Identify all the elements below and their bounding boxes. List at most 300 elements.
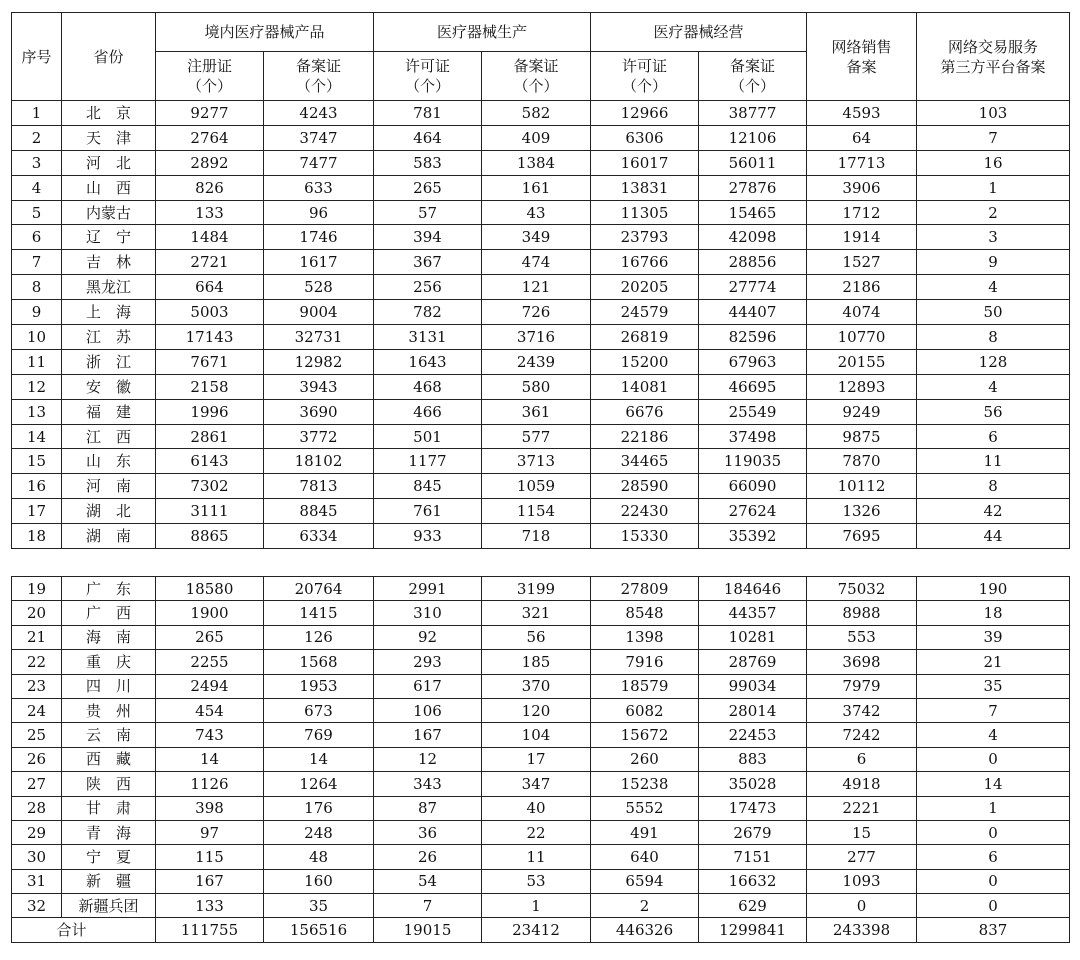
cell-operation-filing: 42098 [699,225,807,250]
cell-platform-filing: 7 [917,125,1070,150]
header-online-sales-line2: 备案 [846,57,877,76]
cell-reg-cert: 664 [156,275,264,300]
cell-filing-cert: 14 [264,747,374,771]
cell-filing-cert: 1953 [264,674,374,698]
table-row [12,772,1070,796]
cell-province: 江西 [62,424,156,449]
cell-seq: 10 [12,325,62,350]
header-filing-cert-name: 备案证 [295,57,341,75]
cell-reg-cert: 454 [156,698,264,722]
cell-production-license: 1643 [374,349,482,374]
cell-filing-cert: 1617 [264,250,374,275]
cell-platform-filing: 1 [917,796,1070,820]
header-production-license-unit: （个） [404,77,450,95]
cell-production-license: 343 [374,772,482,796]
cell-operation-filing: 28014 [699,698,807,722]
header-province: 省份 [62,13,156,101]
cell-platform-filing: 190 [917,577,1070,601]
header-reg-cert-unit: （个） [186,77,232,95]
cell-operation-license: 23793 [591,225,699,250]
cell-province: 山西 [62,175,156,200]
cell-reg-cert: 2158 [156,374,264,399]
cell-online-sales: 4918 [807,772,917,796]
cell-seq: 14 [12,424,62,449]
cell-filing-cert: 176 [264,796,374,820]
cell-province: 西藏 [62,747,156,771]
cell-operation-filing: 184646 [699,577,807,601]
cell-platform-filing: 103 [917,101,1070,126]
cell-platform-filing: 6 [917,845,1070,869]
header-seq: 序号 [12,13,62,101]
cell-production-license: 87 [374,796,482,820]
cell-province: 新疆兵团 [62,894,156,918]
cell-filing-cert: 7813 [264,474,374,499]
table-row [12,424,1070,449]
cell-province: 辽宁 [62,225,156,250]
cell-production-license: 781 [374,101,482,126]
cell-operation-filing: 25549 [699,399,807,424]
cell-operation-filing: 28856 [699,250,807,275]
cell-platform-filing: 35 [917,674,1070,698]
cell-reg-cert: 6143 [156,449,264,474]
cell-filing-cert: 8845 [264,499,374,524]
cell-reg-cert: 1126 [156,772,264,796]
total-value: 19015 [374,918,482,942]
total-value: 111755 [156,918,264,942]
cell-seq: 5 [12,200,62,225]
cell-operation-license: 26819 [591,325,699,350]
table-row [12,474,1070,499]
cell-province: 新疆 [62,869,156,893]
cell-operation-license: 7916 [591,650,699,674]
cell-operation-filing: 22453 [699,723,807,747]
cell-reg-cert: 2721 [156,250,264,275]
table-row [12,698,1070,722]
cell-filing-cert: 3943 [264,374,374,399]
cell-production-filing: 1154 [482,499,591,524]
total-row [12,918,1070,942]
cell-production-filing: 3713 [482,449,591,474]
cell-seq: 16 [12,474,62,499]
table-row [12,175,1070,200]
cell-operation-license: 15672 [591,723,699,747]
table-row [12,747,1070,771]
cell-online-sales: 6 [807,747,917,771]
cell-operation-filing: 16632 [699,869,807,893]
cell-production-filing: 53 [482,869,591,893]
table-row [12,796,1070,820]
table-row [12,225,1070,250]
cell-operation-license: 16017 [591,150,699,175]
cell-online-sales: 9249 [807,399,917,424]
cell-province: 安徽 [62,374,156,399]
cell-operation-license: 15238 [591,772,699,796]
cell-online-sales: 1326 [807,499,917,524]
cell-operation-license: 20205 [591,275,699,300]
total-value: 23412 [482,918,591,942]
cell-filing-cert: 3747 [264,125,374,150]
cell-province: 宁夏 [62,845,156,869]
cell-platform-filing: 42 [917,499,1070,524]
cell-production-license: 7 [374,894,482,918]
cell-operation-license: 6594 [591,869,699,893]
cell-production-license: 265 [374,175,482,200]
cell-platform-filing: 8 [917,325,1070,350]
cell-seq: 31 [12,869,62,893]
cell-operation-filing: 7151 [699,845,807,869]
total-value: 156516 [264,918,374,942]
table-row [12,300,1070,325]
table-row [12,524,1070,549]
cell-province: 广东 [62,577,156,601]
cell-province: 上海 [62,300,156,325]
cell-platform-filing: 8 [917,474,1070,499]
cell-platform-filing: 11 [917,449,1070,474]
cell-province: 山东 [62,449,156,474]
cell-online-sales: 1914 [807,225,917,250]
cell-seq: 12 [12,374,62,399]
cell-operation-filing: 12106 [699,125,807,150]
cell-reg-cert: 17143 [156,325,264,350]
header-production-filing-name: 备案证 [513,57,559,75]
cell-platform-filing: 4 [917,723,1070,747]
header-operation-license-name: 许可证 [621,57,667,75]
cell-operation-license: 2 [591,894,699,918]
cell-filing-cert: 3690 [264,399,374,424]
cell-production-license: 57 [374,200,482,225]
cell-filing-cert: 1415 [264,601,374,625]
cell-reg-cert: 133 [156,200,264,225]
cell-production-filing: 121 [482,275,591,300]
cell-operation-filing: 46695 [699,374,807,399]
header-filing-cert [264,52,374,101]
cell-production-filing: 1 [482,894,591,918]
cell-online-sales: 1712 [807,200,917,225]
cell-production-license: 106 [374,698,482,722]
cell-platform-filing: 0 [917,869,1070,893]
cell-operation-license: 18579 [591,674,699,698]
cell-seq: 18 [12,524,62,549]
cell-production-license: 293 [374,650,482,674]
cell-operation-license: 15200 [591,349,699,374]
total-value: 837 [917,918,1070,942]
cell-online-sales: 1527 [807,250,917,275]
cell-seq: 22 [12,650,62,674]
table-row [12,674,1070,698]
table-row [12,894,1070,918]
cell-production-filing: 56 [482,625,591,649]
cell-reg-cert: 18580 [156,577,264,601]
cell-seq: 6 [12,225,62,250]
cell-operation-license: 8548 [591,601,699,625]
cell-operation-license: 34465 [591,449,699,474]
cell-seq: 24 [12,698,62,722]
cell-platform-filing: 0 [917,894,1070,918]
table-row [12,869,1070,893]
cell-operation-filing: 44357 [699,601,807,625]
table-row [12,723,1070,747]
cell-operation-filing: 44407 [699,300,807,325]
cell-online-sales: 277 [807,845,917,869]
cell-operation-license: 6306 [591,125,699,150]
cell-production-license: 933 [374,524,482,549]
cell-production-filing: 11 [482,845,591,869]
stats-table-part1 [11,12,1070,549]
table-row [12,275,1070,300]
cell-reg-cert: 2892 [156,150,264,175]
cell-production-filing: 161 [482,175,591,200]
cell-reg-cert: 7671 [156,349,264,374]
cell-operation-filing: 883 [699,747,807,771]
cell-operation-filing: 82596 [699,325,807,350]
cell-production-license: 310 [374,601,482,625]
cell-production-license: 1177 [374,449,482,474]
cell-production-license: 583 [374,150,482,175]
cell-online-sales: 3906 [807,175,917,200]
header-operation-license-unit: （个） [621,77,667,95]
cell-reg-cert: 8865 [156,524,264,549]
cell-operation-filing: 35028 [699,772,807,796]
cell-reg-cert: 1900 [156,601,264,625]
cell-province: 天津 [62,125,156,150]
cell-filing-cert: 528 [264,275,374,300]
cell-filing-cert: 3772 [264,424,374,449]
cell-province: 贵州 [62,698,156,722]
table-row [12,625,1070,649]
cell-province: 黑龙江 [62,275,156,300]
table-row [12,349,1070,374]
cell-province: 福建 [62,399,156,424]
cell-province: 云南 [62,723,156,747]
cell-operation-license: 11305 [591,200,699,225]
cell-reg-cert: 826 [156,175,264,200]
cell-seq: 27 [12,772,62,796]
cell-operation-license: 14081 [591,374,699,399]
cell-production-filing: 3716 [482,325,591,350]
cell-production-filing: 321 [482,601,591,625]
cell-online-sales: 2221 [807,796,917,820]
cell-operation-filing: 38777 [699,101,807,126]
cell-reg-cert: 167 [156,869,264,893]
cell-filing-cert: 7477 [264,150,374,175]
header-operation-license [591,52,699,101]
header-operation: 医疗器械经营 [591,13,807,52]
cell-production-filing: 409 [482,125,591,150]
cell-operation-license: 28590 [591,474,699,499]
cell-production-filing: 43 [482,200,591,225]
cell-seq: 28 [12,796,62,820]
cell-operation-license: 15330 [591,524,699,549]
cell-production-license: 367 [374,250,482,275]
cell-online-sales: 20155 [807,349,917,374]
cell-operation-license: 6676 [591,399,699,424]
cell-reg-cert: 9277 [156,101,264,126]
cell-production-filing: 726 [482,300,591,325]
cell-platform-filing: 0 [917,747,1070,771]
cell-online-sales: 10770 [807,325,917,350]
cell-platform-filing: 4 [917,275,1070,300]
table-row [12,101,1070,126]
cell-production-filing: 17 [482,747,591,771]
header-filing-cert-unit: （个） [295,77,341,95]
cell-production-filing: 40 [482,796,591,820]
cell-operation-license: 22186 [591,424,699,449]
cell-seq: 17 [12,499,62,524]
cell-production-license: 36 [374,820,482,844]
cell-operation-filing: 28769 [699,650,807,674]
cell-seq: 1 [12,101,62,126]
cell-operation-filing: 35392 [699,524,807,549]
cell-filing-cert: 1264 [264,772,374,796]
cell-province: 江苏 [62,325,156,350]
header-online-sales [807,13,917,101]
cell-filing-cert: 248 [264,820,374,844]
header-production-filing [482,52,591,101]
cell-production-filing: 347 [482,772,591,796]
table-row [12,200,1070,225]
cell-operation-license: 22430 [591,499,699,524]
cell-production-filing: 185 [482,650,591,674]
cell-reg-cert: 3111 [156,499,264,524]
cell-platform-filing: 16 [917,150,1070,175]
cell-reg-cert: 5003 [156,300,264,325]
cell-production-filing: 370 [482,674,591,698]
cell-platform-filing: 4 [917,374,1070,399]
cell-operation-filing: 27624 [699,499,807,524]
cell-province: 广西 [62,601,156,625]
cell-reg-cert: 14 [156,747,264,771]
cell-seq: 26 [12,747,62,771]
cell-online-sales: 64 [807,125,917,150]
cell-seq: 21 [12,625,62,649]
cell-production-license: 468 [374,374,482,399]
cell-filing-cert: 6334 [264,524,374,549]
cell-operation-filing: 99034 [699,674,807,698]
cell-online-sales: 1093 [807,869,917,893]
cell-online-sales: 3698 [807,650,917,674]
cell-seq: 3 [12,150,62,175]
cell-platform-filing: 18 [917,601,1070,625]
cell-production-license: 26 [374,845,482,869]
cell-filing-cert: 126 [264,625,374,649]
cell-filing-cert: 18102 [264,449,374,474]
cell-production-license: 464 [374,125,482,150]
header-platform-line1: 网络交易服务 [947,37,1038,56]
cell-province: 河北 [62,150,156,175]
cell-filing-cert: 12982 [264,349,374,374]
cell-production-license: 782 [374,300,482,325]
cell-province: 河南 [62,474,156,499]
table-row [12,449,1070,474]
table-body-bottom [12,577,1070,918]
cell-operation-filing: 27774 [699,275,807,300]
cell-online-sales: 553 [807,625,917,649]
cell-filing-cert: 9004 [264,300,374,325]
stats-table-part2 [11,576,1070,943]
cell-platform-filing: 6 [917,424,1070,449]
cell-production-license: 466 [374,399,482,424]
cell-operation-filing: 629 [699,894,807,918]
cell-province: 吉林 [62,250,156,275]
cell-seq: 32 [12,894,62,918]
cell-reg-cert: 398 [156,796,264,820]
cell-online-sales: 4593 [807,101,917,126]
cell-reg-cert: 1996 [156,399,264,424]
cell-production-license: 845 [374,474,482,499]
cell-operation-filing: 2679 [699,820,807,844]
cell-production-filing: 1384 [482,150,591,175]
cell-province: 四川 [62,674,156,698]
header-domestic-products: 境内医疗器械产品 [156,13,374,52]
header-production-license-name: 许可证 [404,57,450,75]
cell-seq: 11 [12,349,62,374]
cell-production-filing: 3199 [482,577,591,601]
cell-online-sales: 9875 [807,424,917,449]
cell-filing-cert: 1746 [264,225,374,250]
cell-filing-cert: 1568 [264,650,374,674]
cell-production-license: 167 [374,723,482,747]
cell-filing-cert: 673 [264,698,374,722]
header-platform-filing [917,13,1070,101]
cell-operation-license: 5552 [591,796,699,820]
cell-online-sales: 4074 [807,300,917,325]
cell-operation-filing: 37498 [699,424,807,449]
cell-operation-license: 6082 [591,698,699,722]
cell-seq: 23 [12,674,62,698]
cell-production-license: 394 [374,225,482,250]
cell-reg-cert: 743 [156,723,264,747]
cell-province: 内蒙古 [62,200,156,225]
cell-production-license: 2991 [374,577,482,601]
cell-reg-cert: 2494 [156,674,264,698]
cell-seq: 13 [12,399,62,424]
cell-production-license: 3131 [374,325,482,350]
cell-production-filing: 349 [482,225,591,250]
cell-platform-filing: 50 [917,300,1070,325]
cell-operation-license: 491 [591,820,699,844]
cell-platform-filing: 39 [917,625,1070,649]
cell-seq: 29 [12,820,62,844]
total-value: 243398 [807,918,917,942]
table-row [12,374,1070,399]
cell-seq: 4 [12,175,62,200]
header-platform-line2: 第三方平台备案 [940,57,1046,76]
cell-operation-filing: 119035 [699,449,807,474]
total-value: 446326 [591,918,699,942]
table-body-top [12,101,1070,549]
cell-operation-license: 640 [591,845,699,869]
cell-platform-filing: 21 [917,650,1070,674]
cell-seq: 8 [12,275,62,300]
table-row [12,399,1070,424]
header-production-filing-unit: （个） [513,77,559,95]
cell-operation-filing: 56011 [699,150,807,175]
cell-online-sales: 7870 [807,449,917,474]
cell-production-license: 92 [374,625,482,649]
table-row [12,150,1070,175]
cell-production-license: 54 [374,869,482,893]
cell-platform-filing: 56 [917,399,1070,424]
cell-production-filing: 577 [482,424,591,449]
cell-platform-filing: 7 [917,698,1070,722]
header-online-sales-line1: 网络销售 [831,37,892,56]
cell-filing-cert: 96 [264,200,374,225]
cell-seq: 9 [12,300,62,325]
cell-production-filing: 1059 [482,474,591,499]
cell-production-license: 501 [374,424,482,449]
cell-province: 湖北 [62,499,156,524]
cell-filing-cert: 769 [264,723,374,747]
